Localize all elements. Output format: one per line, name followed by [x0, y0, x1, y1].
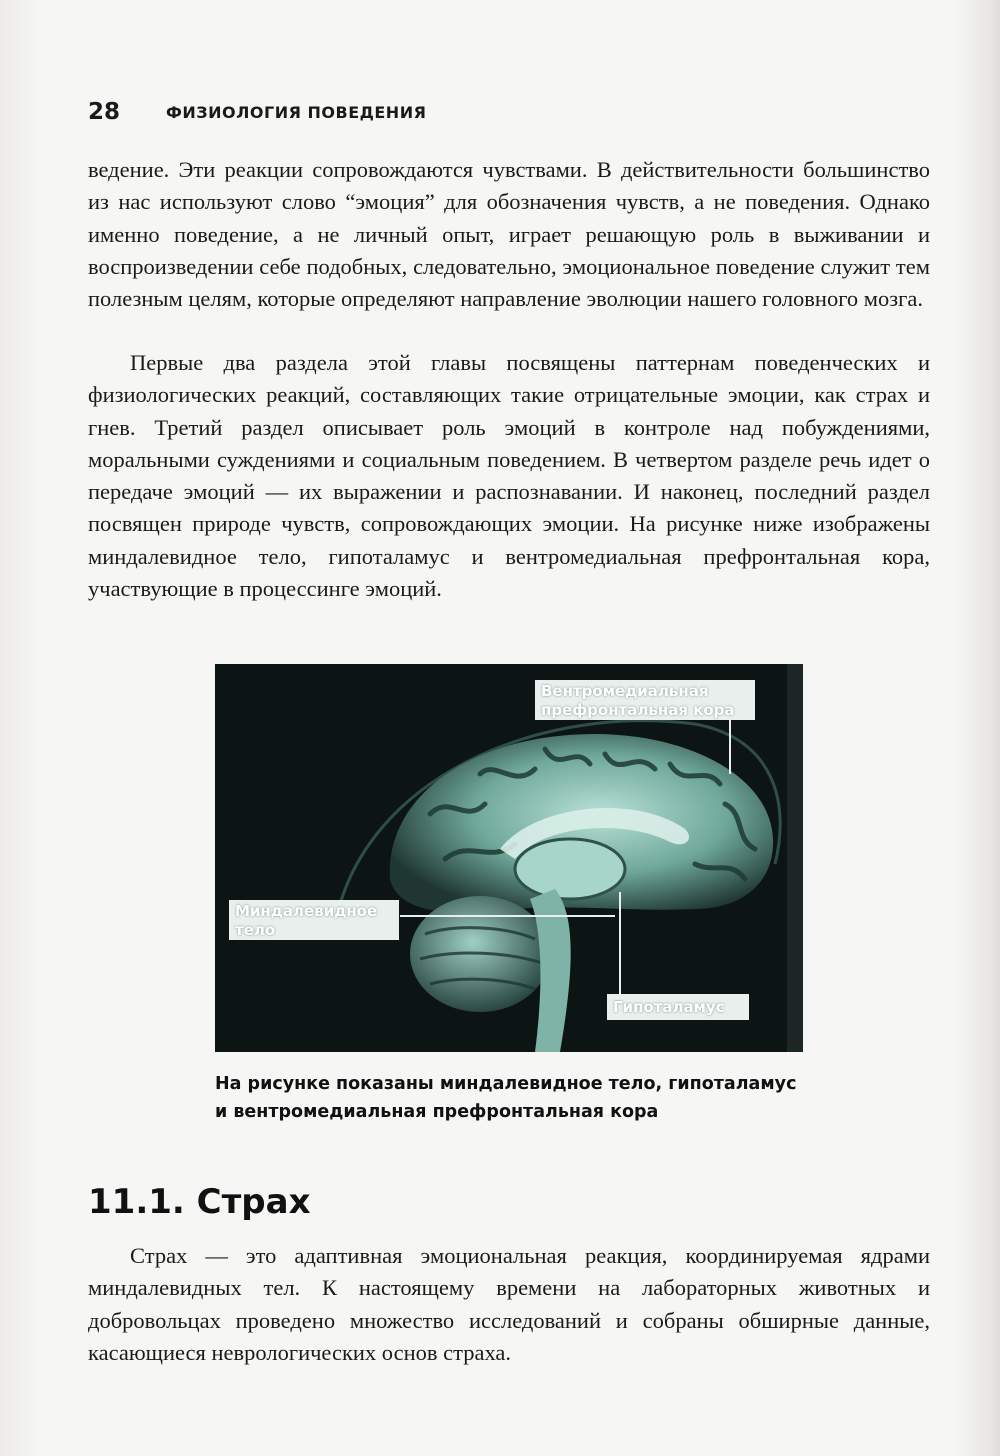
section-paragraph: Страх — это адаптивная эмоциональная реакция, координируемая ядрами миндалевидных тел. К настоящему времени на лабораторных животных и добровольцах проведено множество исследований и собраны обширные данные, касающиеся неврологических основ страха. [88, 1243, 930, 1365]
body-paragraph-2: Первые два раздела этой главы посвящены паттернам поведенческих и физиологических реакций, составляющих такие отрицательные эмоции, как страх и гнев. Третий раздел описывает роль эмоций в контроле над побуждениями, моральными суждениями и социальным поведением. В четвертом разделе речь идет о передаче эмоций — их выражении и распознавании. И наконец, последний раздел посвящен природе чувств, сопровождающих эмоции. На рисунке ниже изображены миндалевидное тело, гипоталамус и вентромедиальная префронтальная кора, участвующие в процессинге эмоций. [88, 350, 930, 602]
label-amygdala-line2: тело [235, 921, 276, 939]
label-vmpfc-line1: Вентромедиальная [541, 682, 709, 700]
running-head [88, 96, 426, 128]
label-vmpfc [535, 680, 755, 720]
section-heading: 11.1. Страх [88, 1182, 311, 1222]
label-amygdala-line1: Миндалевидное [235, 902, 378, 920]
label-hypothalamus [607, 994, 749, 1020]
brain-figure [215, 664, 803, 1052]
figure-caption [215, 1070, 835, 1126]
caption-line-1: На рисунке показаны миндалевидное тело, гипоталамус [215, 1074, 797, 1094]
label-vmpfc-line2: префронтальная кора [541, 701, 735, 719]
label-amygdala [229, 900, 399, 940]
caption-line-2: и вентромедиальная префронтальная кора [215, 1102, 659, 1122]
page-number: 28 [88, 99, 121, 125]
running-head-title: ФИЗИОЛОГИЯ ПОВЕДЕНИЯ [166, 102, 427, 122]
body-paragraph-1: ведение. Эти реакции сопровождаются чувствами. В действительности большинство из нас используют слово “эмоция” для обозначения чувств, а не поведения. Однако именно поведение, а не личный опыт, играет решающую роль в выживании и воспроизведении себе подобных, следовательно, эмоциональное поведение служит тем полезным целям, которые определяют направление эволюции нашего головного мозга. [88, 157, 930, 312]
label-hypothalamus-text: Гипоталамус [613, 998, 725, 1016]
